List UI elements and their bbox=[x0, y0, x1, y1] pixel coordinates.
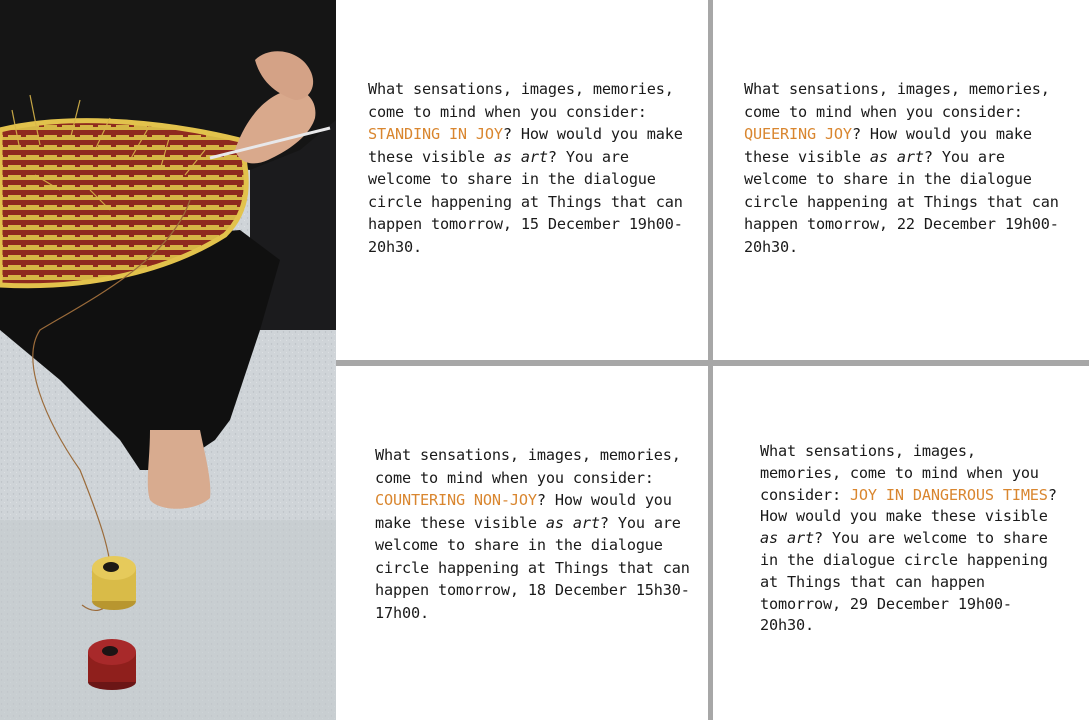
prompt-intro: What sensations, images, memories, come to mind when you consider: bbox=[368, 80, 674, 121]
prompt-text bbox=[368, 78, 688, 258]
prompt-intro: What sensations, images, memories, come to mind when you consider: bbox=[375, 446, 681, 487]
prompt-details: ? You are welcome to share in the dialogue circle happening at Things that can happen tomorrow, 29 December 19h00-20h30. bbox=[760, 529, 1048, 635]
prompt-question: ? How would you make these visible bbox=[368, 125, 683, 166]
prompt-details: ? You are welcome to share in the dialogue circle happening at Things that can happen tomorrow, 22 December 19h00-20h30. bbox=[744, 147, 1059, 256]
prompt-card-joy-in-dangerous-times bbox=[713, 366, 1089, 720]
prompt-italic: as art bbox=[869, 147, 924, 166]
prompt-italic: as art bbox=[760, 529, 814, 548]
prompt-question: ? How would you make these visible bbox=[375, 491, 672, 532]
prompt-details: ? You are welcome to share in the dialogue circle happening at Things that can happen tomorrow, 18 December 15h30-17h00. bbox=[375, 513, 690, 622]
prompt-card-standing-in-joy bbox=[336, 0, 708, 360]
prompt-card-countering-non-joy bbox=[336, 366, 708, 720]
prompt-topic-highlight: JOY IN DANGEROUS TIMES bbox=[849, 485, 1048, 504]
prompt-topic-highlight: COUNTERING NON-JOY bbox=[375, 491, 537, 509]
prompt-topic-highlight: QUEERING JOY bbox=[744, 125, 852, 143]
prompt-intro: What sensations, images, memories, come to mind when you consider: bbox=[760, 442, 1039, 504]
prompt-italic: as art bbox=[545, 513, 600, 532]
prompt-question: ? How would you make these visible bbox=[744, 125, 1032, 166]
prompt-card-queering-joy bbox=[713, 0, 1089, 360]
prompt-italic: as art bbox=[493, 147, 548, 166]
prompt-question: ? How would you make these visible bbox=[760, 485, 1057, 526]
prompt-intro: What sensations, images, memories, come to mind when you consider: bbox=[744, 80, 1050, 121]
knitting-photo bbox=[0, 0, 336, 720]
prompt-text bbox=[760, 441, 1060, 637]
prompt-text bbox=[744, 78, 1064, 258]
prompt-details: ? You are welcome to share in the dialogue circle happening at Things that can happen tomorrow, 15 December 19h00-20h30. bbox=[368, 147, 683, 256]
prompt-topic-highlight: STANDING IN JOY bbox=[368, 125, 503, 143]
knitting-photo-illustration bbox=[0, 0, 336, 720]
prompt-text bbox=[375, 444, 695, 624]
